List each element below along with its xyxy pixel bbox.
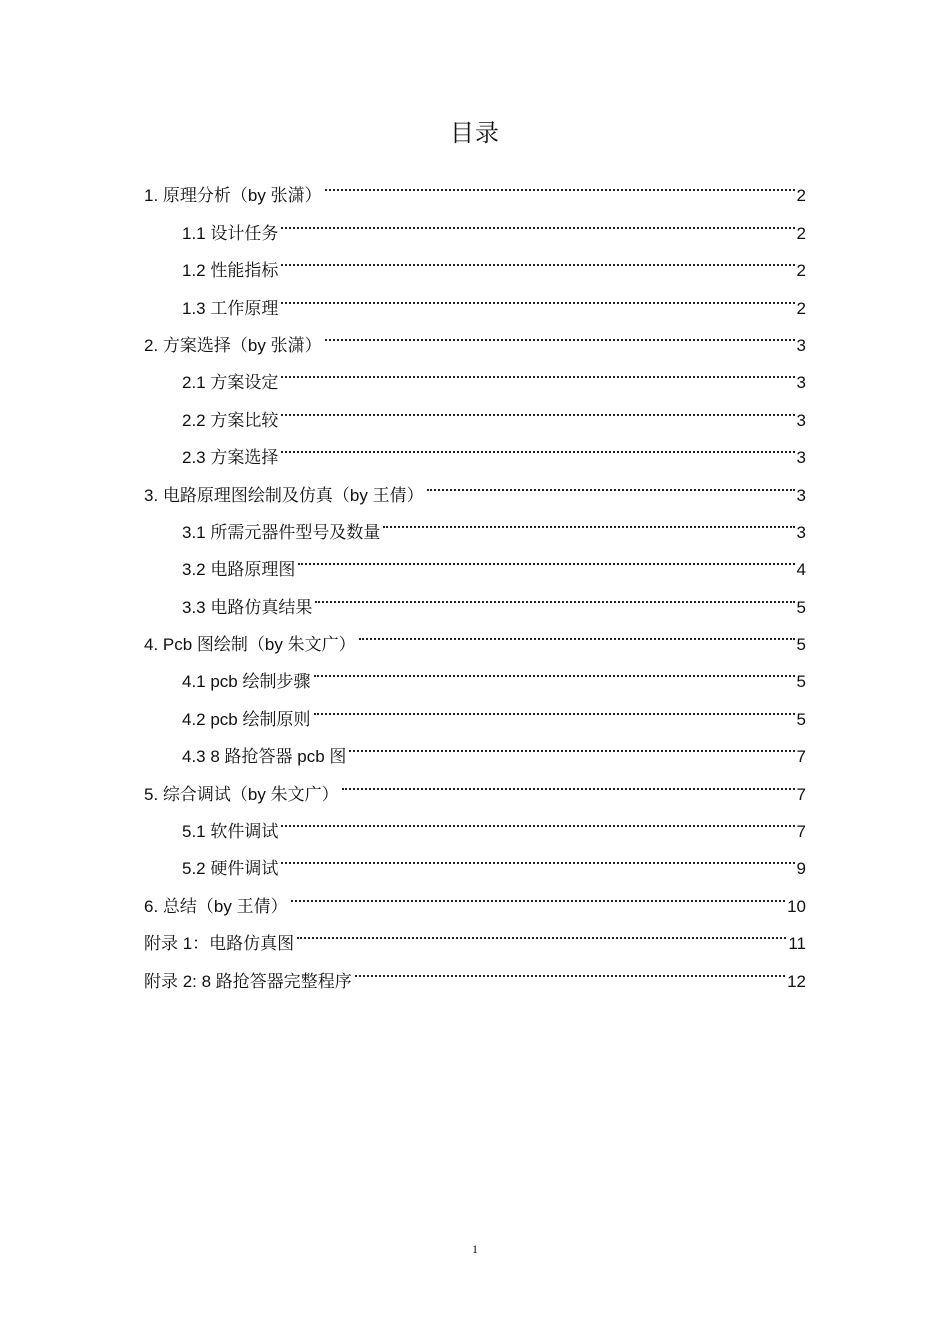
toc-entry-page-number: 2 <box>796 298 806 318</box>
toc-entry-page-number: 2 <box>796 261 806 281</box>
toc-entry-page-number: 7 <box>796 747 806 767</box>
toc-entry-title: 1.1 设计任务 <box>182 223 279 243</box>
toc-entry-title: 4.1 pcb 绘制步骤 <box>182 672 311 692</box>
toc-dot-leader <box>315 575 794 612</box>
toc-entry-title: 附录 1：电路仿真图 <box>144 934 295 954</box>
toc-entry-page-number: 5 <box>796 597 806 617</box>
page-number: 1 <box>472 1242 478 1256</box>
toc-dot-leader <box>281 201 794 238</box>
toc-entry-page-number: 3 <box>796 448 806 468</box>
toc-entry-page-number: 3 <box>796 373 806 393</box>
toc-dot-leader <box>349 725 794 762</box>
toc-dot-leader <box>359 613 795 650</box>
toc-entry-page-number: 12 <box>787 971 806 991</box>
toc-entry-title: 1.2 性能指标 <box>182 261 279 281</box>
toc-entry-page-number: 3 <box>796 410 806 430</box>
toc-dot-leader <box>281 276 794 313</box>
toc-entry-page-number: 5 <box>796 709 806 729</box>
toc-entry-page-number: 11 <box>788 934 806 954</box>
toc-dot-leader <box>281 351 794 388</box>
toc-entry-page-number: 3 <box>796 522 806 542</box>
toc-entry-page-number: 9 <box>796 859 806 879</box>
toc-entry-title: 3.1 所需元器件型号及数量 <box>182 522 381 542</box>
toc-entry-title: 6. 总结（by 王倩） <box>144 896 288 916</box>
toc-entry-page-number: 7 <box>796 784 806 804</box>
toc-dot-leader <box>342 762 795 799</box>
toc-entry-title: 5. 综合调试（by 朱文广） <box>144 784 339 804</box>
toc-entry-title: 1. 原理分析（by 张潇） <box>144 186 322 206</box>
toc-entry-title: 1.3 工作原理 <box>182 298 279 318</box>
toc-dot-leader <box>314 687 795 724</box>
toc-entry-title: 5.2 硬件调试 <box>182 859 279 879</box>
toc-entry-page-number: 4 <box>796 560 806 580</box>
toc-entry-section[interactable] <box>144 164 806 206</box>
table-of-contents <box>144 164 806 991</box>
toc-entry-page-number: 10 <box>787 896 806 916</box>
toc-dot-leader <box>325 314 795 351</box>
toc-dot-leader <box>291 874 785 911</box>
toc-entry-title: 2.3 方案选择 <box>182 448 279 468</box>
toc-entry-title: 5.1 软件调试 <box>182 822 279 842</box>
toc-dot-leader <box>383 501 794 538</box>
toc-dot-leader <box>427 463 795 500</box>
toc-dot-leader <box>281 388 794 425</box>
toc-title: 目录 <box>450 119 500 147</box>
toc-entry-title: 4.3 8 路抢答器 pcb 图 <box>182 747 347 767</box>
toc-entry-page-number: 5 <box>796 635 806 655</box>
toc-dot-leader <box>281 239 794 276</box>
toc-dot-leader <box>355 949 785 986</box>
toc-entry-page-number: 3 <box>796 485 806 505</box>
toc-entry-page-number: 3 <box>796 335 806 355</box>
toc-entry-title: 2. 方案选择（by 张潇） <box>144 335 322 355</box>
toc-entry-title: 4. Pcb 图绘制（by 朱文广） <box>144 635 356 655</box>
toc-entry-title: 3. 电路原理图绘制及仿真（by 王倩） <box>144 485 424 505</box>
toc-dot-leader <box>298 538 794 575</box>
toc-entry-title: 2.1 方案设定 <box>182 373 279 393</box>
toc-dot-leader <box>297 912 786 949</box>
toc-dot-leader <box>325 164 795 201</box>
toc-entry-page-number: 2 <box>796 223 806 243</box>
toc-entry-title: 3.2 电路原理图 <box>182 560 296 580</box>
toc-dot-leader <box>281 426 794 463</box>
toc-entry-title: 2.2 方案比较 <box>182 410 279 430</box>
toc-entry-title: 4.2 pcb 绘制原则 <box>182 709 311 729</box>
toc-dot-leader <box>281 837 794 874</box>
toc-dot-leader <box>314 650 795 687</box>
toc-entry-page-number: 5 <box>796 672 806 692</box>
toc-entry-title: 3.3 电路仿真结果 <box>182 597 313 617</box>
toc-entry-title: 附录 2: 8 路抢答器完整程序 <box>144 971 352 991</box>
toc-entry-page-number: 7 <box>796 822 806 842</box>
toc-entry-page-number: 2 <box>796 186 806 206</box>
toc-dot-leader <box>281 800 794 837</box>
